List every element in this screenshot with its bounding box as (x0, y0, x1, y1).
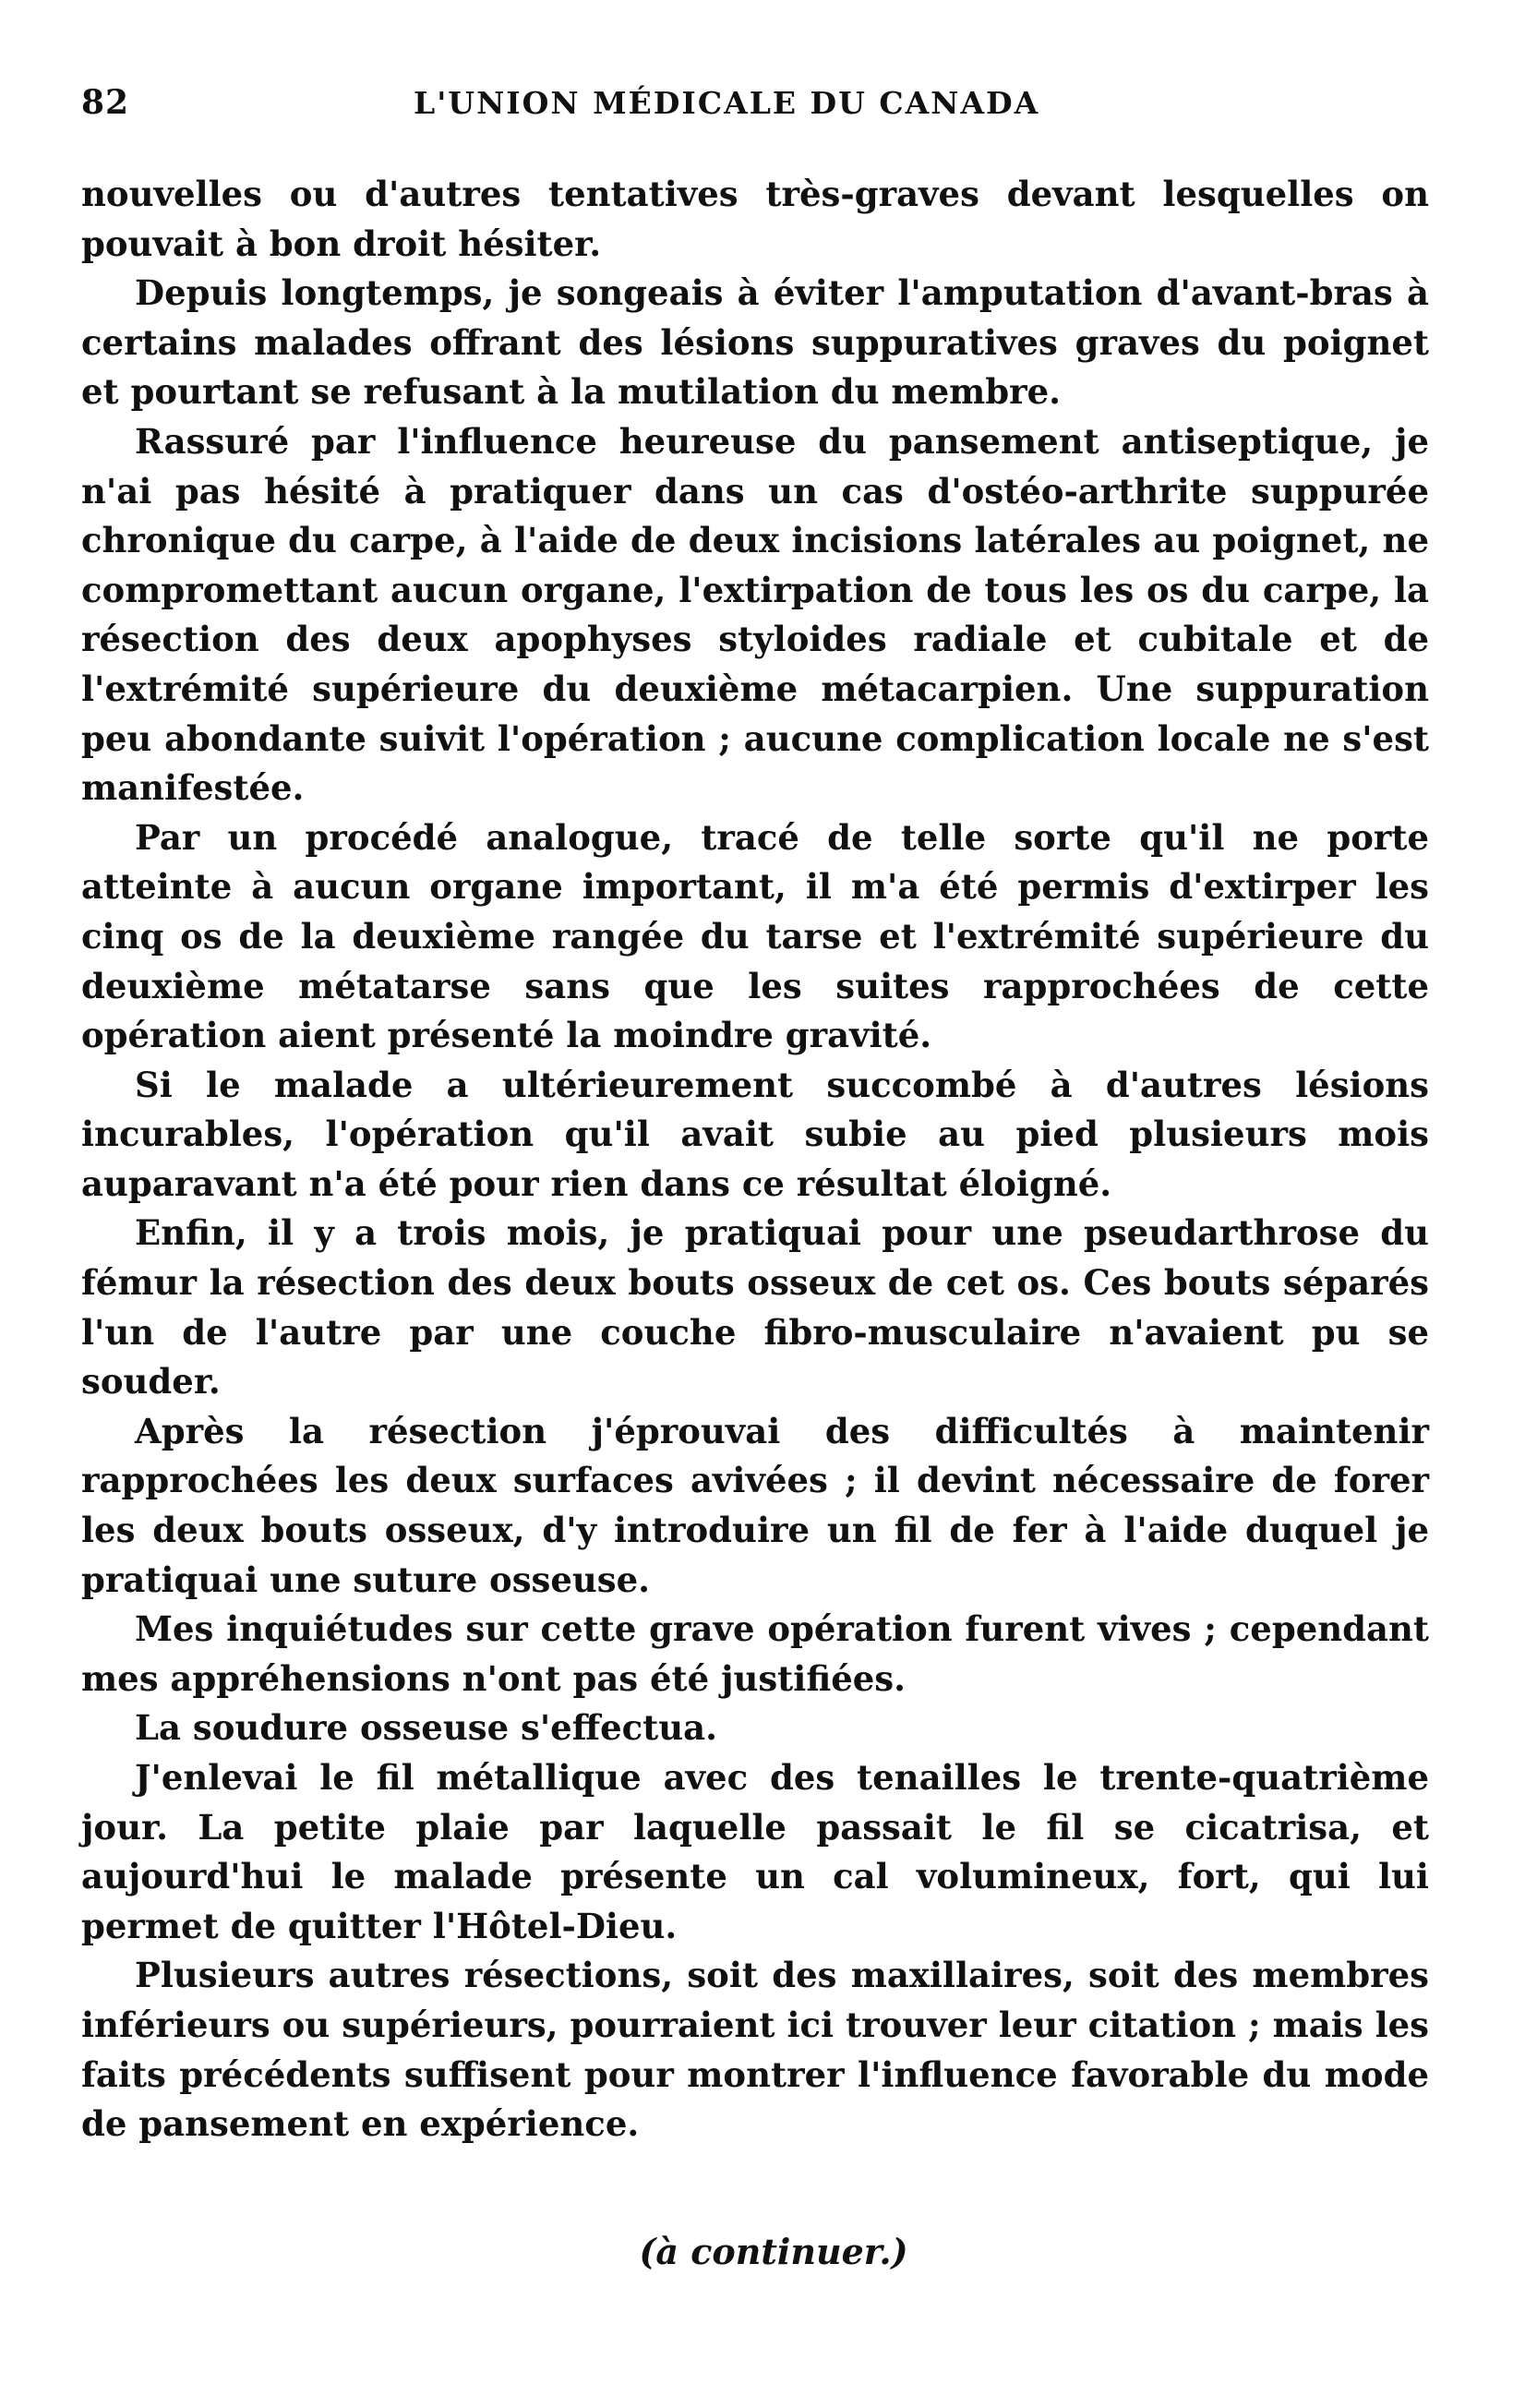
paragraph: Enfin, il y a trois mois, je pratiquai pour une pseudarthrose du fémur la résection des deux bouts osseux de cet os. Ces bouts séparés l'un de l'autre par une couche fibro-musculaire n'avaient pu se souder. (81, 1212, 1429, 1403)
paragraph: J'enlevai le fil métallique avec des tenailles le trente-quatrième jour. La petite plaie par laquelle passait le fil se cicatrisa, et aujourd'hui le malade présente un cal volumineux, fort, qui lui permet de quitter l'Hôtel-Dieu. (81, 1757, 1429, 1946)
page-number: 82 (81, 83, 130, 122)
paragraph: Depuis longtemps, je songeais à éviter l'amputation d'avant-bras à certains malades offrant des lésions suppuratives graves du poignet et pourtant se refusant à la mutilation du membre. (81, 272, 1429, 413)
paragraph: Par un procédé analogue, tracé de telle sorte qu'il ne porte atteinte à aucun organe important, il m'a été permis d'extirper les cinq os de la deuxième rangée du tarse et l'extrémité supérieure du deuxième métatarse sans que les suites rapprochées de cette opération aient présenté la moindre gravité. (81, 816, 1429, 1056)
running-head (81, 83, 1429, 138)
body-text (81, 170, 1429, 2149)
paragraph: nouvelles ou d'autres tentatives très-graves devant lesquelles on pouvait à bon droit hésiter. (81, 174, 1429, 264)
document-page (81, 83, 1429, 2272)
paragraph: Après la résection j'éprouvai des difficultés à maintenir rapprochées les deux surfaces avivées ; il devint nécessaire de forer les deux bouts osseux, d'y introduire un fil de fer à l'aide duquel je pratiquai une suture osseuse. (81, 1410, 1429, 1600)
paragraph: Rassuré par l'influence heureuse du pansement antiseptique, je n'ai pas hésité à pratiquer dans un cas d'ostéo-arthrite suppurée chronique du carpe, à l'aide de deux incisions latérales au poignet, ne compromettant aucun organe, l'extirpation de tous les os du carpe, la résection des deux apophyses styloides radiale et cubitale et de l'extrémité supérieure du deuxième métacarpien. Une suppuration peu abondante suivit l'opération ; aucune complication locale ne s'est manifestée. (81, 420, 1429, 809)
paragraph: Mes inquiétudes sur cette grave opération furent vives ; cependant mes appréhensions n'ont pas été justifiées. (81, 1608, 1429, 1699)
paragraph: La soudure osseuse s'effectua. (135, 1707, 717, 1749)
continuation-note: (à continuer.) (639, 2230, 908, 2272)
paragraph: Si le malade a ultérieurement succombé à d'autres lésions incurables, l'opération qu'il avait subie au pied plusieurs mois auparavant n'a été pour rien dans ce résultat éloigné. (81, 1064, 1429, 1204)
journal-title: L'UNION MÉDICALE DU CANADA (414, 85, 1040, 121)
paragraph: Plusieurs autres résections, soit des maxillaires, soit des membres inférieurs ou supérieurs, pourraient ici trouver leur citation ; mais les faits précédents suffisent pour montrer l'influence favorable du mode de pansement en expérience. (81, 1955, 1429, 2145)
